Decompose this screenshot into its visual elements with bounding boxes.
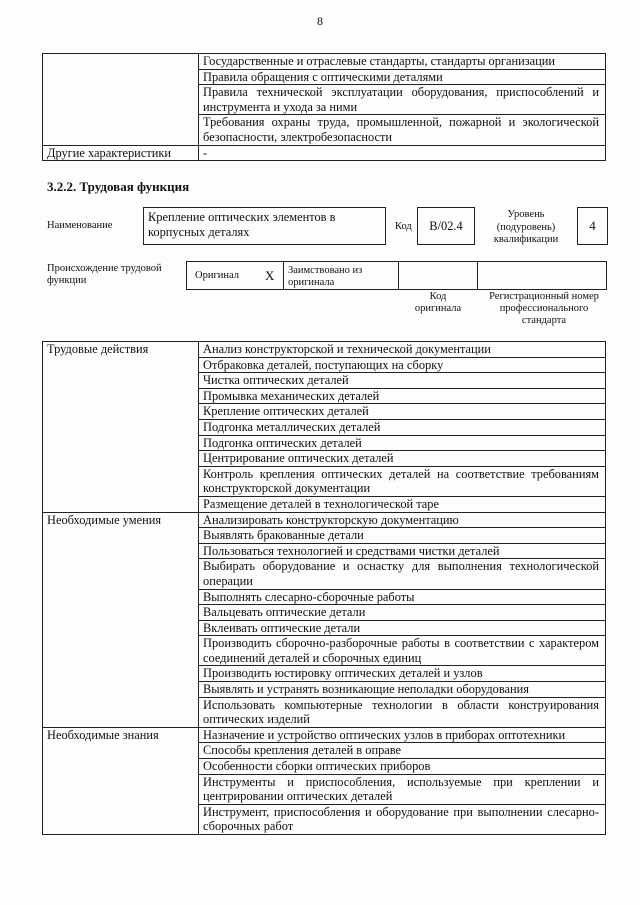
group-item: Выполнять слесарно-сборочные работы [199, 589, 606, 605]
table-row [43, 512, 606, 528]
table-row [43, 342, 606, 358]
group-label: Трудовые действия [43, 342, 199, 513]
code-label: Код [395, 221, 412, 232]
page-number: 8 [317, 14, 323, 28]
group-item: Выбирать оборудование и оснастку для выполнения технологической операции [199, 559, 606, 589]
original-label: Оригинал [195, 270, 239, 281]
group-item: Центрирование оптических деталей [199, 451, 606, 467]
group-item: Отбраковка деталей, поступающих на сборку [199, 357, 606, 373]
group-item: Крепление оптических деталей [199, 404, 606, 420]
divider [398, 261, 399, 290]
group-item: Способы крепления деталей в оправе [199, 743, 606, 759]
group-item: Инструменты и приспособления, используемые при креплении и центрировании оптических деталей [199, 774, 606, 804]
group-item: Выявлять бракованные детали [199, 528, 606, 544]
row-value: Государственные и отраслевые стандарты, стандарты организации [199, 54, 606, 70]
section-title: 3.2.2. Трудовая функция [47, 179, 190, 194]
group-item: Особенности сборки оптических приборов [199, 759, 606, 775]
group-item: Использовать компьютерные технологии в области конструирования оптических изделий [199, 697, 606, 727]
name-label: Наименование [47, 220, 113, 231]
original-mark: Х [265, 268, 275, 283]
table-row [43, 145, 606, 161]
code-original-label: Код оригинала [414, 291, 462, 314]
group-item: Чистка оптических деталей [199, 373, 606, 389]
group-item: Назначение и устройство оптических узлов в приборах оптотехники [199, 727, 606, 743]
code-value: В/02.4 [417, 207, 475, 245]
reg-number-label: Регистрационный номер профессионального стандарта [489, 291, 599, 326]
group-item: Выявлять и устранять возникающие неполадки оборудования [199, 682, 606, 698]
level-value: 4 [577, 207, 608, 245]
table-row [43, 54, 606, 70]
group-item: Подгонка оптических деталей [199, 435, 606, 451]
group-item: Анализ конструкторской и технической документации [199, 342, 606, 358]
group-item: Промывка механических деталей [199, 388, 606, 404]
table-row [43, 727, 606, 743]
row-value: - [199, 145, 606, 161]
borrowed-label: Заимствовано из оригинала [288, 265, 363, 288]
level-label: Уровень (подуровень) квалификации [493, 209, 559, 245]
group-label: Необходимые умения [43, 512, 199, 727]
group-item: Вклеивать оптические детали [199, 620, 606, 636]
row-label [43, 54, 199, 146]
group-item: Контроль крепления оптических деталей на соответствие требованиям конструкторской документации [199, 466, 606, 496]
divider [477, 261, 478, 290]
group-item: Производить сборочно-разборочные работы в соответствии с характером соединений деталей и сборочных единиц [199, 636, 606, 666]
top-characteristics-table [42, 53, 606, 161]
origin-box [186, 261, 607, 290]
group-item: Пользоваться технологией и средствами чистки деталей [199, 543, 606, 559]
group-item: Инструмент, приспособления и оборудование при выполнении слесарно-сборочных работ [199, 804, 606, 834]
origin-label: Происхождение трудовой функции [47, 263, 162, 286]
row-value: Правила обращения с оптическими деталями [199, 69, 606, 85]
group-item: Размещение деталей в технологической таре [199, 496, 606, 512]
name-value: Крепление оптических элементов в корпусных деталях [143, 207, 386, 245]
group-item: Вальцевать оптические детали [199, 605, 606, 621]
group-item: Производить юстировку оптических деталей и узлов [199, 666, 606, 682]
group-item: Подгонка металлических деталей [199, 419, 606, 435]
row-value: Правила технической эксплуатации оборудования, приспособлений и инструмента и ухода за ними [199, 85, 606, 115]
row-label: Другие характеристики [43, 145, 199, 161]
group-label: Необходимые знания [43, 727, 199, 834]
divider [283, 261, 284, 290]
row-value: Требования охраны труда, промышленной, пожарной и экологической безопасности, электробезопасности [199, 115, 606, 145]
function-details-table [42, 341, 606, 835]
group-item: Анализировать конструкторскую документацию [199, 512, 606, 528]
